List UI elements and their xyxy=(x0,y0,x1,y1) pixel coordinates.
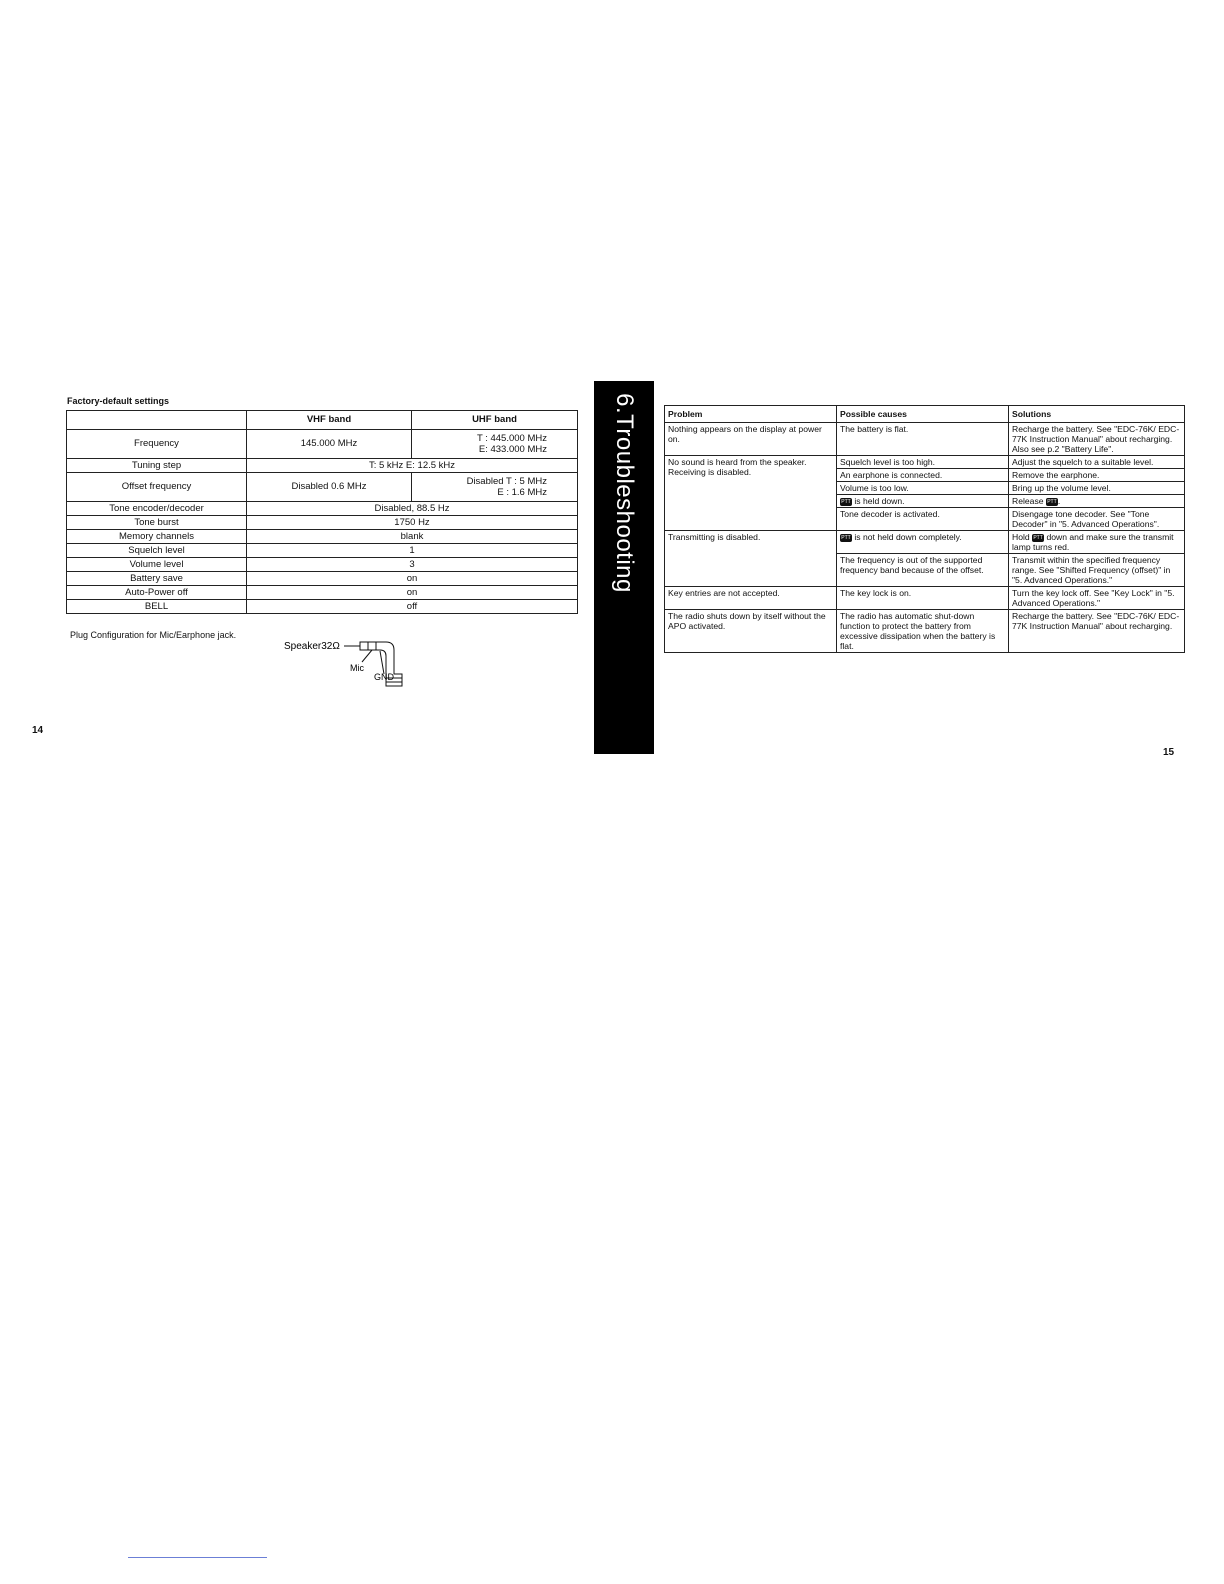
solution-cell: Adjust the squelch to a suitable level. xyxy=(1009,456,1185,469)
table-row xyxy=(67,516,578,530)
ptt-key-icon: PTT xyxy=(1047,498,1057,505)
problem-cell: Key entries are not accepted. xyxy=(665,587,837,610)
solution-cell: Recharge the battery. See "EDC-76K/ EDC-77K Instruction Manual" about recharging. xyxy=(1009,610,1185,653)
header-problem: Problem xyxy=(665,406,837,423)
table-row xyxy=(67,459,578,473)
row-label: Auto-Power off xyxy=(67,586,247,600)
uhf-frequency-e: E: 433.000 MHz xyxy=(478,444,547,455)
header-blank xyxy=(67,411,247,430)
cause-cell: The battery is flat. xyxy=(837,423,1009,456)
problem-cell: No sound is heard from the speaker. Receiving is disabled. xyxy=(665,456,837,531)
uhf-offset-t: Disabled T : 5 MHz xyxy=(466,476,547,487)
row-value: 1750 Hz xyxy=(247,516,578,530)
row-label: Tone encoder/decoder xyxy=(67,502,247,516)
solution-cell: Disengage tone decoder. See "Tone Decoder" in "5. Advanced Operations". xyxy=(1009,508,1185,531)
uhf-frequency xyxy=(412,430,578,459)
cause-cell: Tone decoder is activated. xyxy=(837,508,1009,531)
plug-diagram xyxy=(282,634,422,690)
cause-cell: The radio has automatic shut-down function to protect the battery from excessive dissipation when the battery is flat. xyxy=(837,610,1009,653)
uhf-offset xyxy=(412,473,578,502)
section-tab xyxy=(594,381,654,754)
cause-cell: The frequency is out of the supported frequency band because of the offset. xyxy=(837,554,1009,587)
page-number-right: 15 xyxy=(1163,747,1175,758)
gnd-label: GND xyxy=(374,672,394,682)
table-row xyxy=(67,530,578,544)
cause-cell xyxy=(837,495,1009,508)
row-label: Memory channels xyxy=(67,530,247,544)
row-label: Squelch level xyxy=(67,544,247,558)
page-number-left: 14 xyxy=(32,725,44,736)
ptt-key-icon: PTT xyxy=(841,534,851,541)
cause-cell: The key lock is on. xyxy=(837,587,1009,610)
problem-cell: Nothing appears on the display at power on. xyxy=(665,423,837,456)
row-value: T: 5 kHz E: 12.5 kHz xyxy=(247,459,578,473)
plug-configuration-caption: Plug Configuration for Mic/Earphone jack. xyxy=(70,630,237,640)
row-label: BELL xyxy=(67,600,247,614)
table-row xyxy=(665,423,1185,456)
row-label: Volume level xyxy=(67,558,247,572)
uhf-offset-e: E : 1.6 MHz xyxy=(497,487,547,498)
table-row xyxy=(67,502,578,516)
row-value: on xyxy=(247,586,578,600)
troubleshooting-table xyxy=(664,405,1185,653)
table-header-row xyxy=(665,406,1185,423)
row-value: Disabled, 88.5 Hz xyxy=(247,502,578,516)
row-value: off xyxy=(247,600,578,614)
table-row xyxy=(67,558,578,572)
header-vhf: VHF band xyxy=(247,411,412,430)
speaker-label: Speaker32Ω xyxy=(284,641,340,652)
factory-defaults-title: Factory-default settings xyxy=(67,396,170,406)
solution-cell: Turn the key lock off. See "Key Lock" in "5. Advanced Operations." xyxy=(1009,587,1185,610)
problem-cell: The radio shuts down by itself without the APO activated. xyxy=(665,610,837,653)
vhf-offset: Disabled 0.6 MHz xyxy=(247,473,412,502)
cause-cell xyxy=(837,531,1009,554)
uhf-frequency-t: T : 445.000 MHz xyxy=(476,433,547,444)
table-row xyxy=(67,430,578,459)
header-causes: Possible causes xyxy=(837,406,1009,423)
ptt-key-icon: PTT xyxy=(1033,534,1043,541)
cause-text: is not held down completely. xyxy=(854,532,962,542)
vhf-frequency: 145.000 MHz xyxy=(247,430,412,459)
row-label: Battery save xyxy=(67,572,247,586)
section-tab-label: 6.Troubleshooting xyxy=(611,393,638,593)
table-row xyxy=(67,600,578,614)
solution-cell: Bring up the volume level. xyxy=(1009,482,1185,495)
solution-cell xyxy=(1009,531,1185,554)
row-value: 1 xyxy=(247,544,578,558)
row-label: Frequency xyxy=(67,430,247,459)
mic-label: Mic xyxy=(350,663,364,673)
solution-cell: Transmit within the specified frequency range. See "Shifted Frequency (offset)" in "5. Advanced Operations." xyxy=(1009,554,1185,587)
table-row xyxy=(67,572,578,586)
table-header-row xyxy=(67,411,578,430)
table-row xyxy=(67,473,578,502)
problem-cell: Transmitting is disabled. xyxy=(665,531,837,587)
footer-rule xyxy=(128,1557,267,1558)
table-row xyxy=(665,610,1185,653)
solution-cell: Recharge the battery. See "EDC-76K/ EDC-77K Instruction Manual" about recharging. Also see p.2 "Battery Life". xyxy=(1009,423,1185,456)
row-label: Tone burst xyxy=(67,516,247,530)
solution-text: down and make sure the transmit lamp turns red. xyxy=(1012,532,1174,552)
solution-text: Release xyxy=(1012,496,1044,506)
row-value: blank xyxy=(247,530,578,544)
table-row xyxy=(67,586,578,600)
header-solutions: Solutions xyxy=(1009,406,1185,423)
cause-cell: An earphone is connected. xyxy=(837,469,1009,482)
cause-text: is held down. xyxy=(854,496,905,506)
cause-cell: Volume is too low. xyxy=(837,482,1009,495)
table-row xyxy=(665,587,1185,610)
solution-text: Hold xyxy=(1012,532,1030,542)
solution-cell: Release PTT. xyxy=(1009,495,1185,508)
row-value: on xyxy=(247,572,578,586)
ptt-key-icon: PTT xyxy=(841,498,851,505)
row-label: Tuning step xyxy=(67,459,247,473)
row-label: Offset frequency xyxy=(67,473,247,502)
header-uhf: UHF band xyxy=(412,411,578,430)
solution-cell: Remove the earphone. xyxy=(1009,469,1185,482)
table-row xyxy=(665,531,1185,554)
row-value: 3 xyxy=(247,558,578,572)
factory-defaults-table xyxy=(66,410,578,614)
table-row xyxy=(665,456,1185,469)
table-row xyxy=(67,544,578,558)
cause-cell: Squelch level is too high. xyxy=(837,456,1009,469)
